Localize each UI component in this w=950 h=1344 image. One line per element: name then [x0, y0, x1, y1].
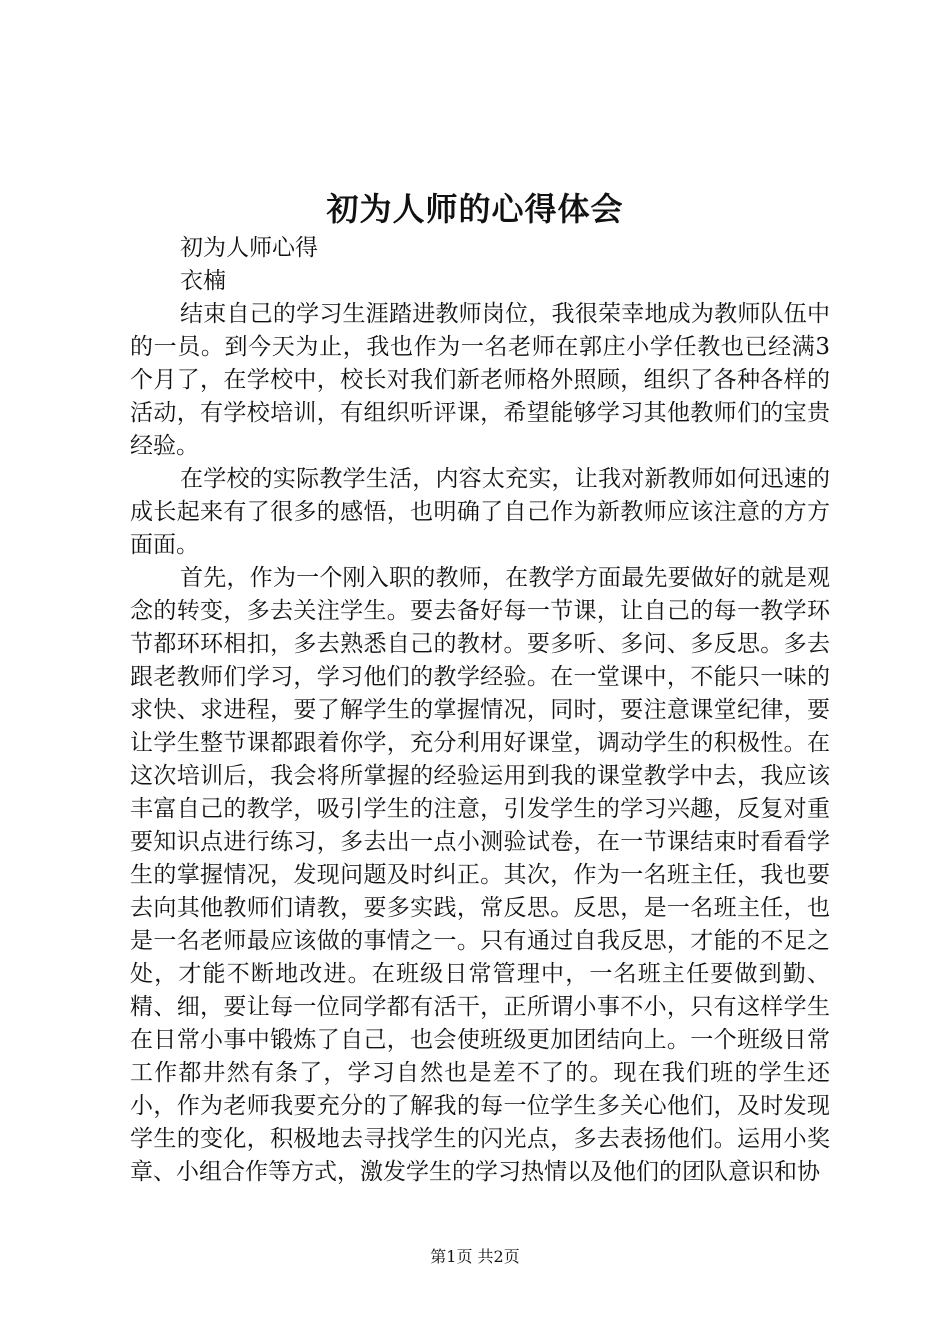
document-body — [130, 232, 830, 1189]
paragraph: 首先，作为一个刚入职的教师，在教学方面最先要做好的就是观念的转变，多去关注学生。要去备好每一节课，让自己的每一教学环节都环环相扣，多去熟悉自己的教材。要多听、多问、多反思。多去跟老教师们学习，学习他们的教学经验。在一堂课中，不能只一味的求快、求进程，要了解学生的掌握情况，同时，要注意课堂纪律，要让学生整节课都跟着你学，充分利用好课堂，调动学生的积极性。在这次培训后，我会将所掌握的经验运用到我的课堂教学中去，我应该丰富自己的教学，吸引学生的注意，引发学生的学习兴趣，反复对重要知识点进行练习，多去出一点小测验试卷，在一节课结束时看看学生的掌握情况，发现问题及时纠正。其次，作为一名班主任，我也要去向其他教师们请教，要多实践，常反思。反思，是一名班主任，也是一名老师最应该做的事情之一。只有通过自我反思，才能的不足之处，才能不断地改进。在班级日常管理中，一名班主任要做到勤、精、细，要让每一位同学都有活干，正所谓小事不小，只有这样学生在日常小事中锻炼了自己，也会使班级更加团结向上。一个班级日常工作都井然有条了，学习自然也是差不了的。现在我们班的学生还小，作为老师我要充分的了解我的每一位学生多关心他们，及时发现学生的变化，积极地去寻找学生的闪光点，多去表扬他们。运用小奖章、小组合作等方式，激发学生的学习热情以及他们的团队意识和协 — [130, 565, 830, 1185]
document-author: 衣楠 — [180, 268, 226, 294]
page-footer: 第1页 共2页 — [430, 1247, 520, 1266]
paragraph: 在学校的实际教学生活，内容太充实，让我对新教师如何迅速的成长起来有了很多的感悟，也明确了自己作为新教师应该注意的方方面面。 — [130, 466, 830, 558]
paragraph: 结束自己的学习生涯踏进教师岗位，我很荣幸地成为教师队伍中的一员。到今天为止，我也作为一名老师在郭庄小学任教也已经满3个月了，在学校中，校长对我们新老师格外照顾，组织了各种各样的活动，有学校培训，有组织听评课，希望能够学习其他教师们的宝贵经验。 — [130, 301, 830, 459]
document-title: 初为人师的心得体会 — [326, 190, 624, 228]
document-subtitle: 初为人师心得 — [180, 235, 318, 261]
